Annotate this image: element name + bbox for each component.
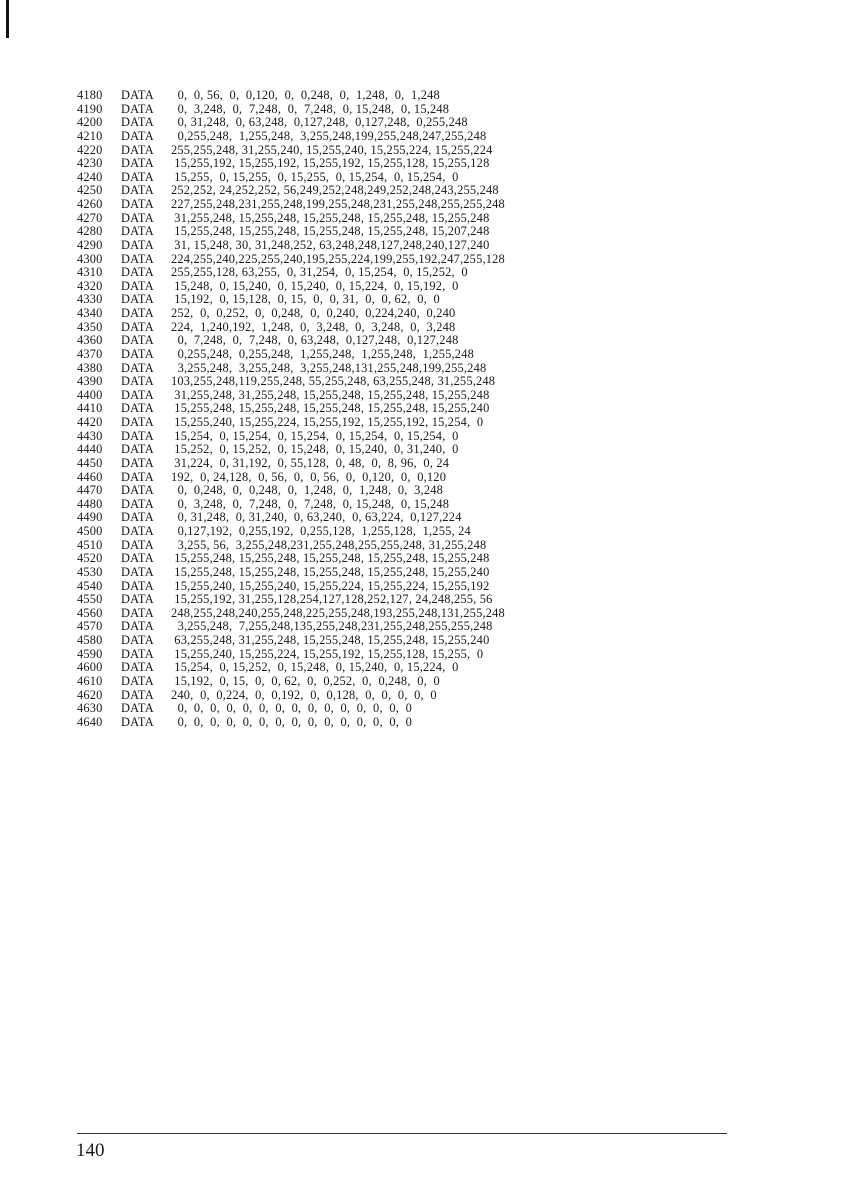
data-keyword: DATA [121,346,154,361]
data-keyword: DATA [121,524,154,538]
data-keyword: DATA [121,510,154,525]
data-keyword: DATA [121,701,154,716]
line-number: 4430 [77,428,103,443]
data-keyword: DATA [121,687,154,702]
data-line [77,307,727,321]
data-keyword: DATA [121,374,154,389]
line-number: 4330 [77,292,103,307]
data-values: 192, 0, 24,128, 0, 56, 0, 0, 56, 0, 0,120, 0, 0,120 [171,469,447,484]
data-keyword: DATA [121,251,154,266]
page-number: 140 [76,1140,105,1161]
data-keyword: DATA [121,278,154,293]
data-values: 15,255,248, 15,255,248, 15,255,248, 15,255,248, 15,255,240 [171,564,490,579]
data-keyword: DATA [121,387,154,402]
data-values: 0, 0, 0, 0, 0, 0, 0, 0, 0, 0, 0, 0, 0, 0, 0 [171,714,413,729]
line-number: 4370 [77,346,103,361]
data-line [77,675,727,689]
line-number: 4420 [77,415,103,429]
line-number: 4610 [77,673,103,688]
data-keyword: DATA [121,428,154,443]
line-number: 4480 [77,496,103,511]
data-keyword: DATA [121,564,154,579]
data-values: 15,254, 0, 15,254, 0, 15,254, 0, 15,254, 0, 15,254, 0 [171,428,459,443]
line-number: 4640 [77,714,103,729]
data-keyword: DATA [121,605,154,620]
data-line [77,457,727,471]
data-values: 15,252, 0, 15,252, 0, 15,248, 0, 15,240, 0, 31,240, 0 [171,442,459,457]
line-number: 4450 [77,455,103,470]
data-values: 15,248, 0, 15,240, 0, 15,240, 0, 15,224, 0, 15,192, 0 [171,278,459,293]
line-number: 4470 [77,483,103,498]
line-number: 4280 [77,224,103,239]
data-values: 3,255, 56, 3,255,248,231,255,248,255,255,248, 31,255,248 [171,537,487,552]
data-values: 0,127,192, 0,255,192, 0,255,128, 1,255,128, 1,255, 24 [171,524,471,538]
data-line [77,293,727,307]
data-values: 255,255,128, 63,255, 0, 31,254, 0, 15,254, 0, 15,252, 0 [171,265,468,280]
data-line [77,239,727,253]
line-number: 4360 [77,333,103,348]
data-values: 0, 0,248, 0, 0,248, 0, 1,248, 0, 1,248, 0, 3,248 [171,483,444,498]
data-keyword: DATA [121,537,154,552]
data-line [77,539,727,553]
data-values: 15,254, 0, 15,252, 0, 15,248, 0, 15,240, 0, 15,224, 0 [171,660,459,675]
line-number: 4220 [77,142,103,157]
line-number: 4590 [77,646,103,661]
data-line [77,171,727,185]
line-number: 4410 [77,401,103,416]
data-line [77,212,727,226]
data-line [77,116,727,130]
data-values: 0, 0, 0, 0, 0, 0, 0, 0, 0, 0, 0, 0, 0, 0, 0 [171,701,413,716]
line-number: 4440 [77,442,103,457]
data-values: 240, 0, 0,224, 0, 0,192, 0, 0,128, 0, 0, 0, 0, 0 [171,687,437,702]
line-number: 4500 [77,524,103,538]
data-line [77,593,727,607]
data-values: 15,255,240, 15,255,224, 15,255,192, 15,255,192, 15,254, 0 [171,415,484,429]
data-line [77,430,727,444]
data-line [77,321,727,335]
line-number: 4600 [77,660,103,675]
data-line [77,375,727,389]
data-values: 0,255,248, 0,255,248, 1,255,248, 1,255,248, 1,255,248 [171,346,474,361]
line-number: 4310 [77,265,103,280]
data-keyword: DATA [121,483,154,498]
data-keyword: DATA [121,115,154,130]
data-values: 31,255,248, 15,255,248, 15,255,248, 15,255,248, 15,255,248 [171,210,490,225]
data-keyword: DATA [121,306,154,320]
line-number: 4560 [77,605,103,620]
line-number: 4190 [77,101,103,116]
line-number: 4530 [77,564,103,579]
data-values: 0, 31,248, 0, 63,248, 0,127,248, 0,127,248, 0,255,248 [171,115,468,130]
data-keyword: DATA [121,592,154,607]
data-line [77,661,727,675]
data-line [77,552,727,566]
data-values: 252, 0, 0,252, 0, 0,248, 0, 0,240, 0,224,240, 0,240 [171,306,456,320]
data-values: 15,255,240, 15,255,240, 15,255,224, 15,255,224, 15,255,192 [171,578,490,593]
data-values: 15,255, 0, 15,255, 0, 15,255, 0, 15,254, 0, 15,254, 0 [171,169,459,184]
data-keyword: DATA [121,292,154,307]
line-number: 4260 [77,197,103,211]
data-keyword: DATA [121,128,154,143]
data-values: 15,255,248, 15,255,248, 15,255,248, 15,255,248, 15,255,240 [171,401,490,416]
data-keyword: DATA [121,415,154,429]
data-keyword: DATA [121,169,154,184]
data-keyword: DATA [121,673,154,688]
scan-edge-mark [6,0,9,38]
line-number: 4570 [77,619,103,634]
data-line [77,443,727,457]
data-keyword: DATA [121,333,154,348]
data-values: 103,255,248,119,255,248, 55,255,248, 63,255,248, 31,255,248 [171,374,496,389]
data-line [77,648,727,662]
data-line [77,484,727,498]
data-line [77,416,727,430]
line-number: 4620 [77,687,103,702]
data-line [77,184,727,198]
line-number: 4270 [77,210,103,225]
data-keyword: DATA [121,496,154,511]
line-number: 4350 [77,319,103,334]
data-line [77,334,727,348]
line-number: 4290 [77,237,103,252]
data-line [77,498,727,512]
data-values: 15,255,192, 15,255,192, 15,255,192, 15,255,128, 15,255,128 [171,156,490,171]
line-number: 4520 [77,551,103,566]
data-values: 255,255,248, 31,255,240, 15,255,240, 15,255,224, 15,255,224 [171,142,493,157]
line-number: 4300 [77,251,103,266]
data-line [77,702,727,716]
data-line [77,280,727,294]
line-number: 4200 [77,115,103,130]
line-number: 4510 [77,537,103,552]
data-values: 3,255,248, 3,255,248, 3,255,248,131,255,248,199,255,248 [171,360,487,375]
line-number: 4550 [77,592,103,607]
line-number: 4460 [77,469,103,484]
data-line [77,389,727,403]
line-number: 4340 [77,306,103,320]
line-number: 4240 [77,169,103,184]
data-keyword: DATA [121,714,154,729]
line-number: 4230 [77,156,103,171]
data-line [77,525,727,539]
data-keyword: DATA [121,224,154,239]
data-values: 63,255,248, 31,255,248, 15,255,248, 15,255,248, 15,255,240 [171,633,490,647]
data-line [77,253,727,267]
data-line [77,348,727,362]
data-line [77,511,727,525]
data-keyword: DATA [121,551,154,566]
data-values: 0, 3,248, 0, 7,248, 0, 7,248, 0, 15,248, 0, 15,248 [171,101,450,116]
data-line [77,225,727,239]
data-keyword: DATA [121,646,154,661]
data-keyword: DATA [121,619,154,634]
line-number: 4580 [77,633,103,647]
line-number: 4210 [77,128,103,143]
data-line [77,620,727,634]
data-keyword: DATA [121,156,154,171]
line-number: 4400 [77,387,103,402]
data-values: 15,192, 0, 15, 0, 0, 62, 0, 0,252, 0, 0,248, 0, 0 [171,673,440,688]
data-line [77,198,727,212]
line-number: 4380 [77,360,103,375]
data-line [77,607,727,621]
data-values: 224, 1,240,192, 1,248, 0, 3,248, 0, 3,248, 0, 3,248 [171,319,456,334]
data-keyword: DATA [121,455,154,470]
data-keyword: DATA [121,360,154,375]
data-line [77,566,727,580]
footer-rule [77,1133,727,1134]
data-values: 248,255,248,240,255,248,225,255,248,193,255,248,131,255,248 [171,605,505,620]
data-values: 15,255,248, 15,255,248, 15,255,248, 15,255,248, 15,255,248 [171,551,490,566]
data-line [77,362,727,376]
data-values: 31,255,248, 31,255,248, 15,255,248, 15,255,248, 15,255,248 [171,387,490,402]
data-keyword: DATA [121,101,154,116]
data-values: 15,192, 0, 15,128, 0, 15, 0, 0, 31, 0, 0, 62, 0, 0 [171,292,440,307]
data-values: 252,252, 24,252,252, 56,249,252,248,249,252,248,243,255,248 [171,183,499,198]
data-line [77,157,727,171]
data-keyword: DATA [121,633,154,647]
data-line [77,402,727,416]
data-values: 0, 0, 56, 0, 0,120, 0, 0,248, 0, 1,248, 0, 1,248 [171,88,440,102]
data-keyword: DATA [121,183,154,198]
basic-data-listing [77,89,727,729]
data-values: 0, 31,248, 0, 31,240, 0, 63,240, 0, 63,224, 0,127,224 [171,510,462,525]
line-number: 4540 [77,578,103,593]
data-values: 224,255,240,225,255,240,195,255,224,199,255,192,247,255,128 [171,251,505,266]
data-values: 3,255,248, 7,255,248,135,255,248,231,255,248,255,255,248 [171,619,493,634]
line-number: 4180 [77,88,103,102]
line-number: 4390 [77,374,103,389]
data-keyword: DATA [121,88,154,102]
line-number: 4630 [77,701,103,716]
data-values: 0, 7,248, 0, 7,248, 0, 63,248, 0,127,248, 0,127,248 [171,333,459,348]
data-values: 15,255,240, 15,255,224, 15,255,192, 15,255,128, 15,255, 0 [171,646,484,661]
data-line [77,130,727,144]
data-keyword: DATA [121,237,154,252]
data-line [77,689,727,703]
data-values: 31, 15,248, 30, 31,248,252, 63,248,248,127,248,240,127,240 [171,237,490,252]
data-keyword: DATA [121,265,154,280]
data-line [77,89,727,103]
data-line [77,266,727,280]
data-line [77,580,727,594]
data-values: 0, 3,248, 0, 7,248, 0, 7,248, 0, 15,248, 0, 15,248 [171,496,450,511]
data-keyword: DATA [121,442,154,457]
line-number: 4250 [77,183,103,198]
line-number: 4490 [77,510,103,525]
data-keyword: DATA [121,578,154,593]
data-line [77,471,727,485]
data-values: 15,255,248, 15,255,248, 15,255,248, 15,255,248, 15,207,248 [171,224,490,239]
data-keyword: DATA [121,469,154,484]
data-values: 0,255,248, 1,255,248, 3,255,248,199,255,248,247,255,248 [171,128,487,143]
data-keyword: DATA [121,660,154,675]
data-line [77,716,727,730]
data-keyword: DATA [121,197,154,211]
data-keyword: DATA [121,210,154,225]
data-keyword: DATA [121,401,154,416]
data-line [77,144,727,158]
data-keyword: DATA [121,319,154,334]
line-number: 4320 [77,278,103,293]
data-keyword: DATA [121,142,154,157]
data-values: 15,255,192, 31,255,128,254,127,128,252,127, 24,248,255, 56 [171,592,493,607]
data-line [77,634,727,648]
data-values: 227,255,248,231,255,248,199,255,248,231,255,248,255,255,248 [171,197,505,211]
data-line [77,103,727,117]
data-values: 31,224, 0, 31,192, 0, 55,128, 0, 48, 0, 8, 96, 0, 24 [171,455,450,470]
